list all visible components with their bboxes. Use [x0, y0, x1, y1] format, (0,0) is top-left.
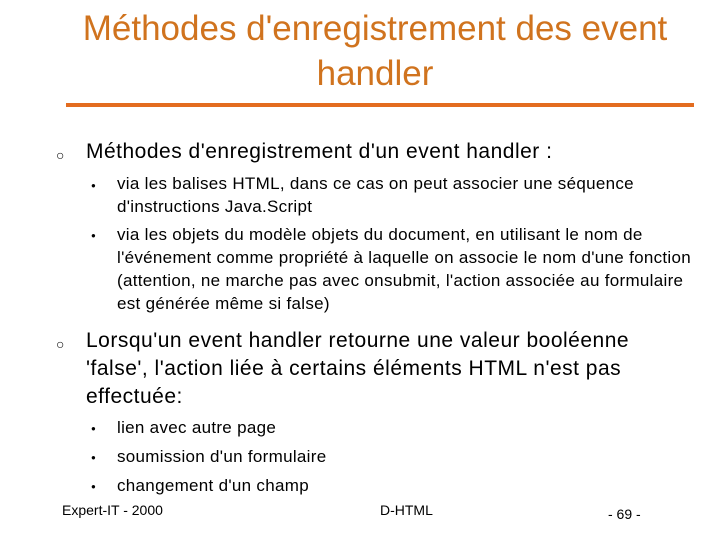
- subitem-2-1: lien avec autre page: [117, 418, 277, 437]
- page-number: - 69 -: [608, 506, 641, 522]
- filled-circle-bullet-icon: ●: [91, 181, 96, 190]
- bullet-text-1: Méthodes d'enregistrement d'un event handler :: [86, 140, 553, 163]
- filled-circle-bullet-icon: ●: [91, 482, 96, 491]
- hollow-circle-bullet-icon: ○: [56, 336, 65, 352]
- bullet-text-2: Lorsqu'un event handler retourne une valeur booléenne 'false', l'action liée à certains éléments HTML n'est pas effectuée:: [86, 329, 630, 408]
- subitem-2-2: soumission d'un formulaire: [117, 447, 327, 466]
- footer-center: D-HTML: [380, 502, 433, 518]
- hollow-circle-bullet-icon: ○: [56, 147, 65, 163]
- slide-title: Méthodes d'enregistrement des event handler: [82, 9, 668, 93]
- filled-circle-bullet-icon: ●: [91, 231, 96, 240]
- title-underline: [66, 103, 694, 107]
- subitem-2-3: changement d'un champ: [117, 476, 309, 495]
- subitem-1-1: via les balises HTML, dans ce cas on peut associer une séquence d'instructions Java.Script: [117, 174, 634, 216]
- filled-circle-bullet-icon: ●: [91, 424, 96, 433]
- subitem-1-2: via les objets du modèle objets du document, en utilisant le nom de l'événement comme propriété à laquelle on associe le nom d'une fonction (attention, ne marche pas avec onsubmit, l'action associée au formulaire est générée même si false): [117, 225, 692, 313]
- footer-left: Expert-IT - 2000: [62, 502, 163, 518]
- filled-circle-bullet-icon: ●: [91, 453, 96, 462]
